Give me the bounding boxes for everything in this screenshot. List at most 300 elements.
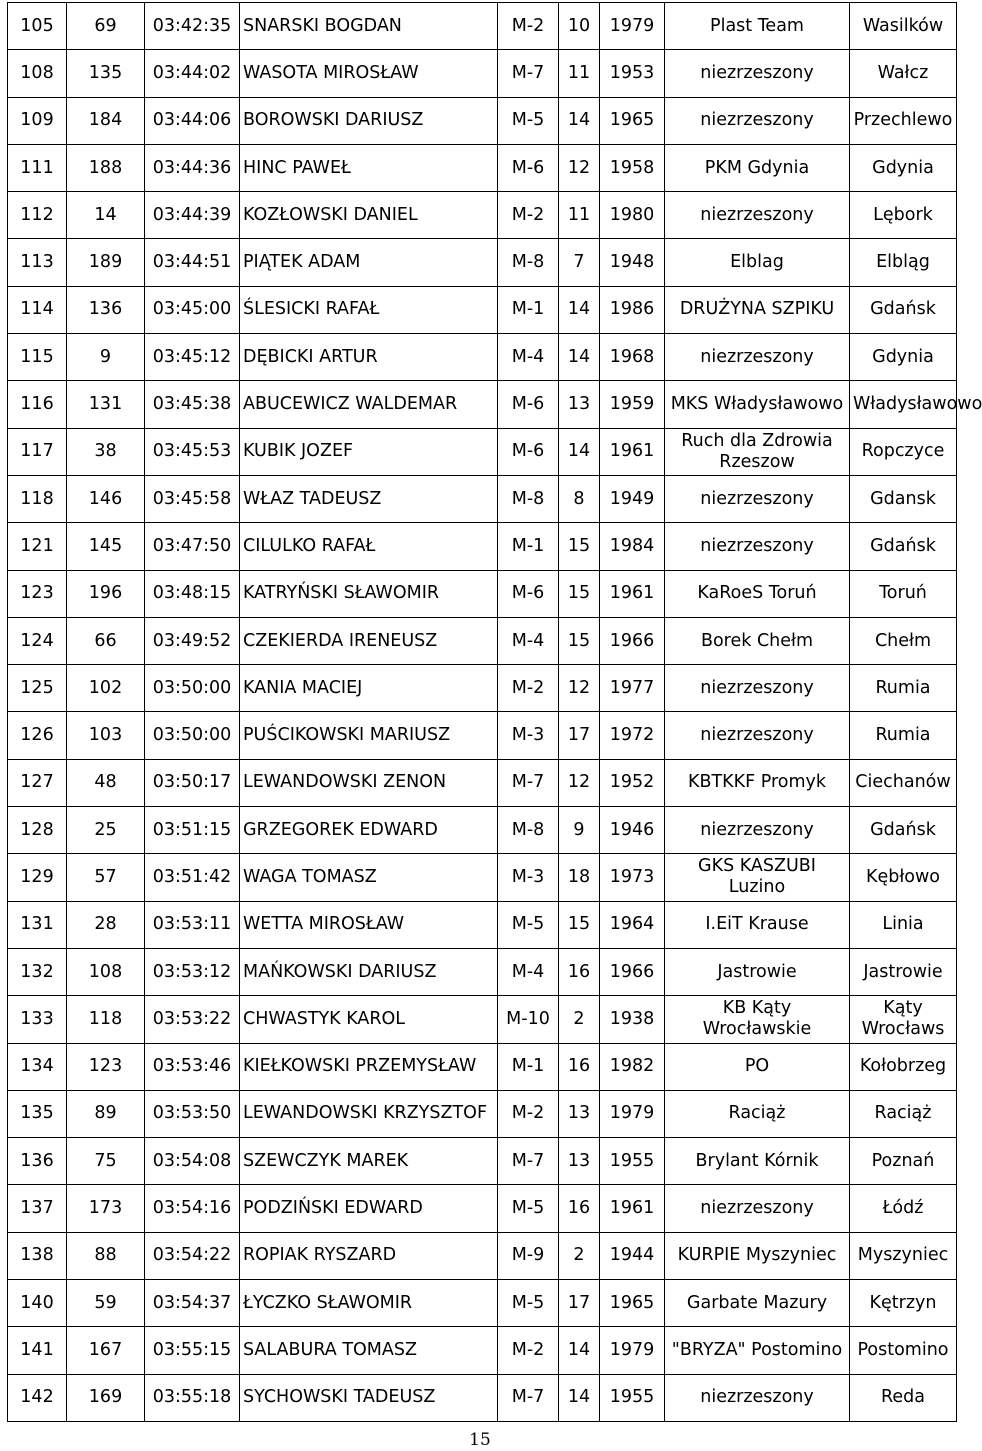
city-cell: Ropczyce (850, 428, 957, 475)
category-cell: M-6 (498, 570, 559, 617)
table-row (8, 1232, 957, 1279)
club-cell: niezrzeszony (665, 50, 850, 97)
birth-year-cell: 1959 (600, 381, 665, 428)
table-row (8, 334, 957, 381)
time-cell: 03:48:15 (145, 570, 240, 617)
bib-cell: 89 (67, 1090, 145, 1137)
category-cell: M-2 (498, 1327, 559, 1374)
club-cell: niezrzeszony (665, 807, 850, 854)
city-cell: Rumia (850, 665, 957, 712)
city-cell: Elbląg (850, 239, 957, 286)
category-cell: M-4 (498, 617, 559, 664)
club-cell: niezrzeszony (665, 475, 850, 522)
club-cell: niezrzeszony (665, 334, 850, 381)
category-cell: M-5 (498, 901, 559, 948)
place-cell: 111 (8, 144, 67, 191)
club-cell: I.EiT Krause (665, 901, 850, 948)
category-cell: M-2 (498, 1090, 559, 1137)
place-cell: 134 (8, 1043, 67, 1090)
name-cell: ROPIAK RYSZARD (240, 1232, 498, 1279)
category-place-cell: 16 (559, 1043, 600, 1090)
name-cell: SNARSKI BOGDAN (240, 3, 498, 50)
birth-year-cell: 1982 (600, 1043, 665, 1090)
bib-cell: 145 (67, 523, 145, 570)
bib-cell: 102 (67, 665, 145, 712)
place-cell: 131 (8, 901, 67, 948)
bib-cell: 69 (67, 3, 145, 50)
place-cell: 108 (8, 50, 67, 97)
city-cell: Gdansk (850, 475, 957, 522)
table-row (8, 996, 957, 1043)
place-cell: 118 (8, 475, 67, 522)
club-cell: Raciąż (665, 1090, 850, 1137)
name-cell: HINC PAWEŁ (240, 144, 498, 191)
category-cell: M-1 (498, 523, 559, 570)
club-cell: Brylant Kórnik (665, 1138, 850, 1185)
category-place-cell: 2 (559, 996, 600, 1043)
table-row (8, 1185, 957, 1232)
city-cell: Myszyniec (850, 1232, 957, 1279)
results-table (7, 2, 982, 1422)
category-cell: M-2 (498, 3, 559, 50)
category-place-cell: 7 (559, 239, 600, 286)
category-place-cell: 14 (559, 97, 600, 144)
table-row (8, 854, 957, 901)
category-cell: M-1 (498, 286, 559, 333)
time-cell: 03:44:36 (145, 144, 240, 191)
category-cell: M-2 (498, 192, 559, 239)
bib-cell: 196 (67, 570, 145, 617)
name-cell: PIĄTEK ADAM (240, 239, 498, 286)
club-cell: "BRYZA" Postomino (665, 1327, 850, 1374)
category-cell: M-7 (498, 50, 559, 97)
bib-cell: 25 (67, 807, 145, 854)
name-cell: DĘBICKI ARTUR (240, 334, 498, 381)
birth-year-cell: 1979 (600, 1090, 665, 1137)
time-cell: 03:53:12 (145, 948, 240, 995)
time-cell: 03:42:35 (145, 3, 240, 50)
birth-year-cell: 1964 (600, 901, 665, 948)
bib-cell: 167 (67, 1327, 145, 1374)
city-cell: Postomino (850, 1327, 957, 1374)
place-cell: 115 (8, 334, 67, 381)
table-row (8, 1327, 957, 1374)
birth-year-cell: 1979 (600, 3, 665, 50)
table-row (8, 192, 957, 239)
birth-year-cell: 1938 (600, 996, 665, 1043)
name-cell: CHWASTYK KAROL (240, 996, 498, 1043)
place-cell: 114 (8, 286, 67, 333)
table-row (8, 381, 957, 428)
category-place-cell: 17 (559, 712, 600, 759)
category-place-cell: 13 (559, 1090, 600, 1137)
birth-year-cell: 1966 (600, 948, 665, 995)
category-cell: M-2 (498, 665, 559, 712)
name-cell: SALABURA TOMASZ (240, 1327, 498, 1374)
place-cell: 125 (8, 665, 67, 712)
category-place-cell: 18 (559, 854, 600, 901)
city-cell: Raciąż (850, 1090, 957, 1137)
name-cell: ABUCEWICZ WALDEMAR (240, 381, 498, 428)
club-cell: KURPIE Myszyniec (665, 1232, 850, 1279)
name-cell: LEWANDOWSKI ZENON (240, 759, 498, 806)
category-cell: M-1 (498, 1043, 559, 1090)
category-place-cell: 12 (559, 144, 600, 191)
bib-cell: 38 (67, 428, 145, 475)
bib-cell: 135 (67, 50, 145, 97)
club-cell: niezrzeszony (665, 712, 850, 759)
club-cell: niezrzeszony (665, 1374, 850, 1421)
birth-year-cell: 1980 (600, 192, 665, 239)
place-cell: 105 (8, 3, 67, 50)
name-cell: LEWANDOWSKI KRZYSZTOF (240, 1090, 498, 1137)
place-cell: 123 (8, 570, 67, 617)
birth-year-cell: 1958 (600, 144, 665, 191)
category-place-cell: 12 (559, 665, 600, 712)
bib-cell: 169 (67, 1374, 145, 1421)
club-cell: Ruch dla Zdrowia Rzeszow (665, 428, 850, 475)
club-cell: niezrzeszony (665, 97, 850, 144)
time-cell: 03:44:51 (145, 239, 240, 286)
birth-year-cell: 1979 (600, 1327, 665, 1374)
place-cell: 129 (8, 854, 67, 901)
time-cell: 03:55:18 (145, 1374, 240, 1421)
place-cell: 137 (8, 1185, 67, 1232)
place-cell: 124 (8, 617, 67, 664)
club-cell: GKS KASZUBI Luzino (665, 854, 850, 901)
time-cell: 03:53:11 (145, 901, 240, 948)
city-cell: Wałcz (850, 50, 957, 97)
city-cell: Przechlewo (850, 97, 957, 144)
name-cell: KIEŁKOWSKI PRZEMYSŁAW (240, 1043, 498, 1090)
category-place-cell: 14 (559, 1374, 600, 1421)
birth-year-cell: 1948 (600, 239, 665, 286)
category-place-cell: 16 (559, 948, 600, 995)
city-cell: Kołobrzeg (850, 1043, 957, 1090)
category-place-cell: 11 (559, 50, 600, 97)
table-row (8, 286, 957, 333)
name-cell: BOROWSKI DARIUSZ (240, 97, 498, 144)
name-cell: ŁYCZKO SŁAWOMIR (240, 1280, 498, 1327)
city-cell: Reda (850, 1374, 957, 1421)
club-cell: MKS Władysławowo (665, 381, 850, 428)
bib-cell: 14 (67, 192, 145, 239)
club-cell: DRUŻYNA SZPIKU (665, 286, 850, 333)
category-cell: M-8 (498, 807, 559, 854)
time-cell: 03:47:50 (145, 523, 240, 570)
bib-cell: 131 (67, 381, 145, 428)
birth-year-cell: 1986 (600, 286, 665, 333)
birth-year-cell: 1972 (600, 712, 665, 759)
city-cell: Kębłowo (850, 854, 957, 901)
birth-year-cell: 1961 (600, 1185, 665, 1232)
club-cell: PO (665, 1043, 850, 1090)
club-cell: Elblag (665, 239, 850, 286)
time-cell: 03:44:02 (145, 50, 240, 97)
time-cell: 03:45:58 (145, 475, 240, 522)
bib-cell: 88 (67, 1232, 145, 1279)
name-cell: PUŚCIKOWSKI MARIUSZ (240, 712, 498, 759)
category-place-cell: 15 (559, 617, 600, 664)
category-place-cell: 13 (559, 1138, 600, 1185)
table-row (8, 1374, 957, 1421)
place-cell: 136 (8, 1138, 67, 1185)
category-cell: M-7 (498, 759, 559, 806)
city-cell: Kętrzyn (850, 1280, 957, 1327)
place-cell: 112 (8, 192, 67, 239)
category-cell: M-5 (498, 1280, 559, 1327)
category-cell: M-7 (498, 1374, 559, 1421)
club-cell: niezrzeszony (665, 523, 850, 570)
time-cell: 03:44:39 (145, 192, 240, 239)
bib-cell: 48 (67, 759, 145, 806)
club-cell: niezrzeszony (665, 665, 850, 712)
category-place-cell: 14 (559, 286, 600, 333)
club-cell: KaRoeS Toruń (665, 570, 850, 617)
club-cell: niezrzeszony (665, 1185, 850, 1232)
name-cell: CZEKIERDA IRENEUSZ (240, 617, 498, 664)
table-row (8, 901, 957, 948)
table-row (8, 1043, 957, 1090)
page-number: 15 (469, 1430, 491, 1450)
category-place-cell: 15 (559, 570, 600, 617)
category-cell: M-9 (498, 1232, 559, 1279)
place-cell: 142 (8, 1374, 67, 1421)
birth-year-cell: 1968 (600, 334, 665, 381)
time-cell: 03:45:38 (145, 381, 240, 428)
bib-cell: 66 (67, 617, 145, 664)
birth-year-cell: 1961 (600, 570, 665, 617)
table-row (8, 570, 957, 617)
time-cell: 03:54:08 (145, 1138, 240, 1185)
time-cell: 03:51:15 (145, 807, 240, 854)
category-place-cell: 14 (559, 428, 600, 475)
time-cell: 03:54:37 (145, 1280, 240, 1327)
category-place-cell: 16 (559, 1185, 600, 1232)
bib-cell: 59 (67, 1280, 145, 1327)
club-cell: PKM Gdynia (665, 144, 850, 191)
place-cell: 135 (8, 1090, 67, 1137)
place-cell: 109 (8, 97, 67, 144)
bib-cell: 173 (67, 1185, 145, 1232)
category-cell: M-10 (498, 996, 559, 1043)
category-place-cell: 8 (559, 475, 600, 522)
table-row (8, 665, 957, 712)
place-cell: 116 (8, 381, 67, 428)
bib-cell: 103 (67, 712, 145, 759)
name-cell: GRZEGOREK EDWARD (240, 807, 498, 854)
name-cell: KANIA MACIEJ (240, 665, 498, 712)
birth-year-cell: 1965 (600, 97, 665, 144)
name-cell: SZEWCZYK MAREK (240, 1138, 498, 1185)
category-cell: M-6 (498, 381, 559, 428)
table-row (8, 759, 957, 806)
club-cell: Jastrowie (665, 948, 850, 995)
category-cell: M-6 (498, 144, 559, 191)
time-cell: 03:54:22 (145, 1232, 240, 1279)
time-cell: 03:54:16 (145, 1185, 240, 1232)
bib-cell: 146 (67, 475, 145, 522)
time-cell: 03:53:46 (145, 1043, 240, 1090)
club-cell: Garbate Mazury (665, 1280, 850, 1327)
category-place-cell: 12 (559, 759, 600, 806)
category-place-cell: 10 (559, 3, 600, 50)
city-cell: Łódź (850, 1185, 957, 1232)
place-cell: 141 (8, 1327, 67, 1374)
time-cell: 03:50:00 (145, 665, 240, 712)
bib-cell: 189 (67, 239, 145, 286)
place-cell: 132 (8, 948, 67, 995)
birth-year-cell: 1966 (600, 617, 665, 664)
table-row (8, 523, 957, 570)
club-cell: Plast Team (665, 3, 850, 50)
category-cell: M-4 (498, 334, 559, 381)
city-cell: Linia (850, 901, 957, 948)
bib-cell: 75 (67, 1138, 145, 1185)
category-place-cell: 13 (559, 381, 600, 428)
birth-year-cell: 1977 (600, 665, 665, 712)
category-place-cell: 2 (559, 1232, 600, 1279)
city-cell: Władysławowo (850, 381, 957, 428)
city-cell: Gdańsk (850, 807, 957, 854)
category-cell: M-8 (498, 475, 559, 522)
birth-year-cell: 1944 (600, 1232, 665, 1279)
time-cell: 03:49:52 (145, 617, 240, 664)
category-cell: M-3 (498, 712, 559, 759)
time-cell: 03:45:53 (145, 428, 240, 475)
bib-cell: 118 (67, 996, 145, 1043)
bib-cell: 184 (67, 97, 145, 144)
category-place-cell: 14 (559, 1327, 600, 1374)
birth-year-cell: 1952 (600, 759, 665, 806)
city-cell: Gdynia (850, 144, 957, 191)
category-place-cell: 9 (559, 807, 600, 854)
city-cell: Lębork (850, 192, 957, 239)
place-cell: 133 (8, 996, 67, 1043)
time-cell: 03:50:00 (145, 712, 240, 759)
table-row (8, 3, 957, 50)
time-cell: 03:45:12 (145, 334, 240, 381)
place-cell: 127 (8, 759, 67, 806)
birth-year-cell: 1953 (600, 50, 665, 97)
time-cell: 03:44:06 (145, 97, 240, 144)
city-cell: Toruń (850, 570, 957, 617)
name-cell: WŁAZ TADEUSZ (240, 475, 498, 522)
city-cell: Rumia (850, 712, 957, 759)
name-cell: KATRYŃSKI SŁAWOMIR (240, 570, 498, 617)
table-row (8, 948, 957, 995)
birth-year-cell: 1973 (600, 854, 665, 901)
name-cell: WAGA TOMASZ (240, 854, 498, 901)
name-cell: WETTA MIROSŁAW (240, 901, 498, 948)
category-cell: M-8 (498, 239, 559, 286)
city-cell: Ciechanów (850, 759, 957, 806)
birth-year-cell: 1984 (600, 523, 665, 570)
bib-cell: 188 (67, 144, 145, 191)
name-cell: KUBIK JOZEF (240, 428, 498, 475)
birth-year-cell: 1955 (600, 1138, 665, 1185)
table-row (8, 807, 957, 854)
category-cell: M-4 (498, 948, 559, 995)
category-cell: M-5 (498, 1185, 559, 1232)
table-row (8, 50, 957, 97)
bib-cell: 123 (67, 1043, 145, 1090)
place-cell: 117 (8, 428, 67, 475)
club-cell: KBTKKF Promyk (665, 759, 850, 806)
name-cell: KOZŁOWSKI DANIEL (240, 192, 498, 239)
category-place-cell: 14 (559, 334, 600, 381)
bib-cell: 9 (67, 334, 145, 381)
category-cell: M-6 (498, 428, 559, 475)
table-row (8, 712, 957, 759)
place-cell: 121 (8, 523, 67, 570)
table-row (8, 617, 957, 664)
place-cell: 113 (8, 239, 67, 286)
city-cell: Kąty Wrocławs (850, 996, 957, 1043)
table-row (8, 428, 957, 475)
city-cell: Wasilków (850, 3, 957, 50)
city-cell: Chełm (850, 617, 957, 664)
bib-cell: 28 (67, 901, 145, 948)
name-cell: CILULKO RAFAŁ (240, 523, 498, 570)
name-cell: SYCHOWSKI TADEUSZ (240, 1374, 498, 1421)
category-cell: M-7 (498, 1138, 559, 1185)
category-place-cell: 11 (559, 192, 600, 239)
place-cell: 138 (8, 1232, 67, 1279)
table-row (8, 1138, 957, 1185)
place-cell: 140 (8, 1280, 67, 1327)
table-row (8, 475, 957, 522)
time-cell: 03:53:22 (145, 996, 240, 1043)
name-cell: PODZIŃSKI EDWARD (240, 1185, 498, 1232)
table-row (8, 97, 957, 144)
city-cell: Poznań (850, 1138, 957, 1185)
table-row (8, 144, 957, 191)
bib-cell: 57 (67, 854, 145, 901)
name-cell: WASOTA MIROSŁAW (240, 50, 498, 97)
time-cell: 03:55:15 (145, 1327, 240, 1374)
club-cell: KB Kąty Wrocławskie (665, 996, 850, 1043)
place-cell: 128 (8, 807, 67, 854)
birth-year-cell: 1965 (600, 1280, 665, 1327)
city-cell: Gdańsk (850, 286, 957, 333)
birth-year-cell: 1961 (600, 428, 665, 475)
time-cell: 03:53:50 (145, 1090, 240, 1137)
time-cell: 03:51:42 (145, 854, 240, 901)
name-cell: MAŃKOWSKI DARIUSZ (240, 948, 498, 995)
name-cell: ŚLESICKI RAFAŁ (240, 286, 498, 333)
place-cell: 126 (8, 712, 67, 759)
city-cell: Gdynia (850, 334, 957, 381)
time-cell: 03:50:17 (145, 759, 240, 806)
category-cell: M-3 (498, 854, 559, 901)
birth-year-cell: 1946 (600, 807, 665, 854)
time-cell: 03:45:00 (145, 286, 240, 333)
category-place-cell: 17 (559, 1280, 600, 1327)
city-cell: Jastrowie (850, 948, 957, 995)
table-row (8, 1090, 957, 1137)
birth-year-cell: 1955 (600, 1374, 665, 1421)
club-cell: Borek Chełm (665, 617, 850, 664)
club-cell: niezrzeszony (665, 192, 850, 239)
category-place-cell: 15 (559, 523, 600, 570)
category-place-cell: 15 (559, 901, 600, 948)
bib-cell: 136 (67, 286, 145, 333)
table-row (8, 239, 957, 286)
city-cell: Gdańsk (850, 523, 957, 570)
table-row (8, 1280, 957, 1327)
category-cell: M-5 (498, 97, 559, 144)
